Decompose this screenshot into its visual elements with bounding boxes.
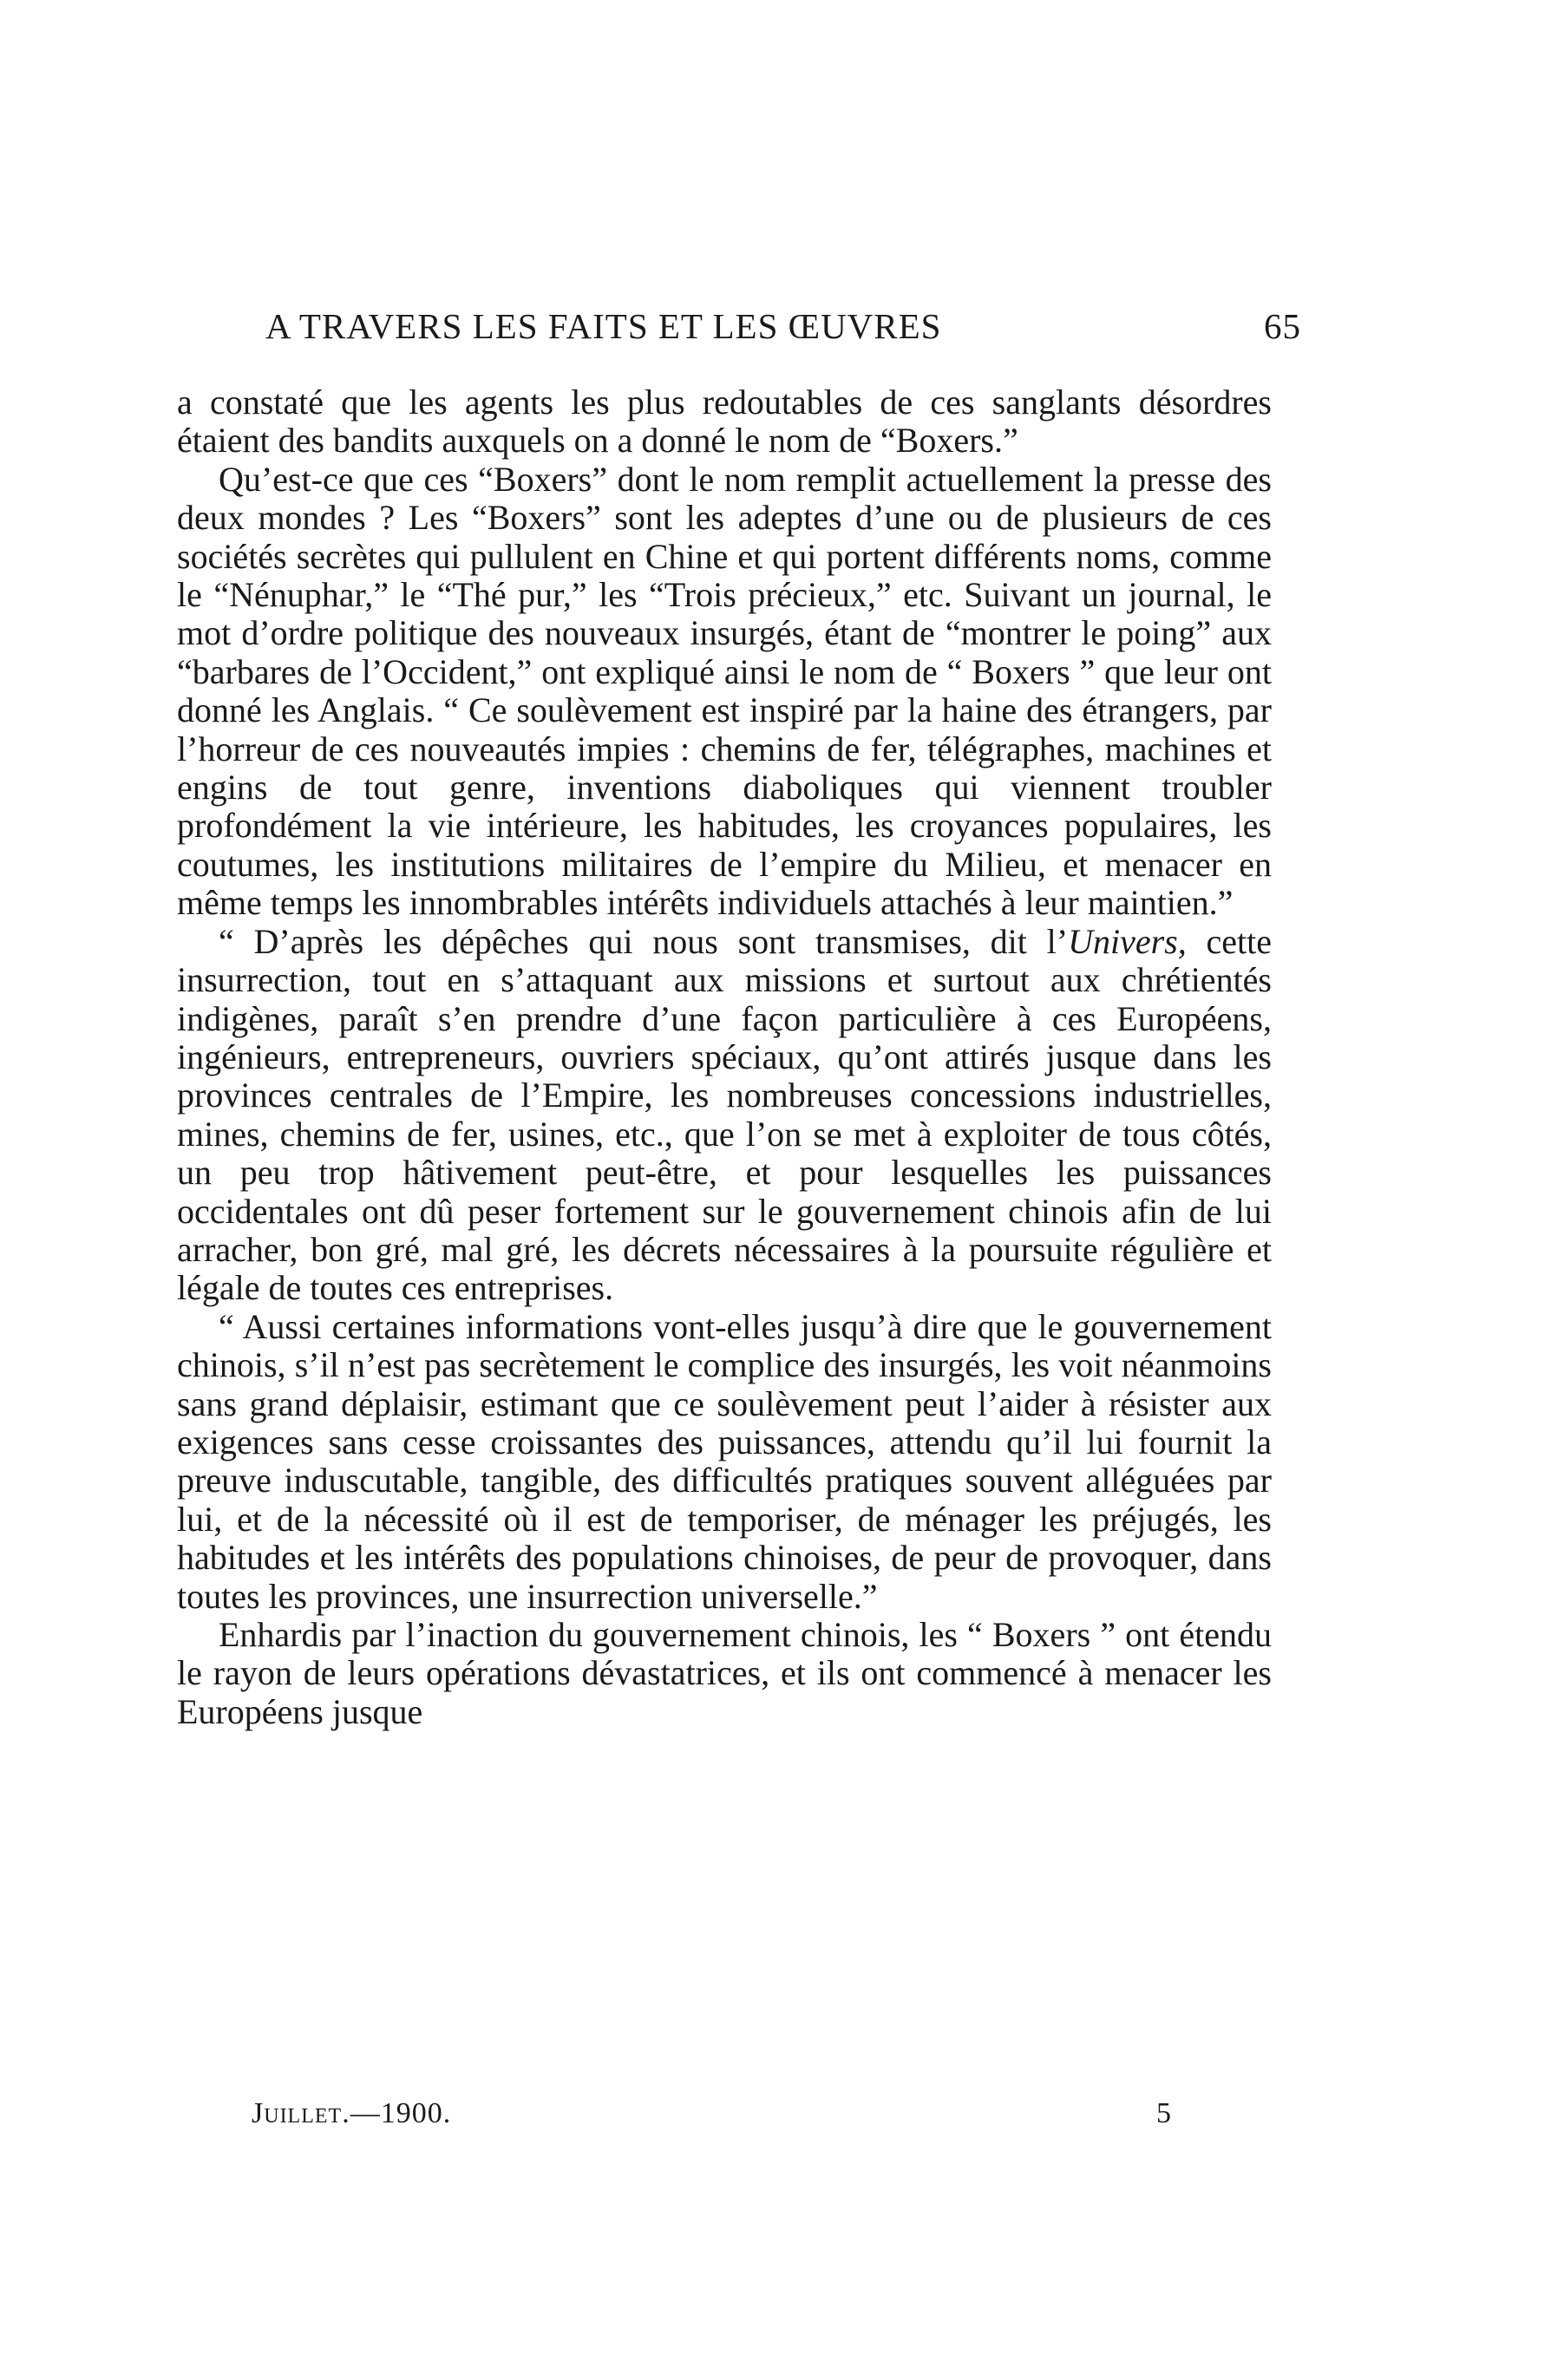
paragraph-univers-quote	[177, 923, 1272, 1308]
body-text	[177, 383, 1272, 1731]
quote-text-after: cette insurrection, tout en s’attaquant aux missions et surtout aux chrétientés indigènes, paraît s’en prendre d’une façon particulière à ces Européens, ingénieurs, entrepreneurs, ouvriers spéciaux, qu’ont attirés jusque dans les provinces centrales de l’Empire, les nombreuses concessions industrielles, mines, chemins de fer, usines, etc., que l’on se met à exploiter de tous côtés, un peu trop hâtivement peut-être, et pour lesquelles les puissances occidentales ont dû peser fortement sur le gouvernement chinois afin de lui arracher, bon gré, mal gré, les décrets nécessaires à la poursuite régulière et légale de toutes ces entreprises.	[177, 921, 1272, 1308]
paragraph-continuation: a constaté que les agents les plus redoutables de ces sanglants désordres étaient des bandits auxquels on a donné le nom de “Boxers.”	[177, 382, 1272, 461]
running-title: A TRAVERS LES FAITS ET LES ŒUVRES	[265, 306, 942, 346]
paragraph-enhardis: Enhardis par l’inaction du gouvernement chinois, les “ Boxers ” ont étendu le rayon de leurs opérations dévastatrices, et ils ont commencé à menacer les Européens jusque	[177, 1615, 1272, 1731]
signature-number: 5	[1156, 2097, 1171, 2129]
paragraph-boxers-definition: Qu’est-ce que ces “Boxers” dont le nom remplit actuellement la presse des deux mondes ? Les “Boxers” sont les adeptes d’une ou de plusieurs de ces sociétés secrètes qui pullulent en Chine et qui portent différents noms, comme le “Nénuphar,” le “Thé pur,” les “Trois précieux,” etc. Suivant un journal, le mot d’ordre politique des nouveaux insurgés, étant de “montrer le poing” aux “barbares de l’Occident,” ont expliqué ainsi le nom de “ Boxers ” que leur ont donné les Anglais. “ Ce soulèvement est inspiré par la haine des étrangers, par l’horreur de ces nouveautés impies : chemins de fer, télégraphes, machines et engins de tout genre, inventions diaboliques qui viennent troubler profondément la vie intérieure, les habitudes, les croyances populaires, les coutumes, les institutions militaires de l’empire du Milieu, et menacer en même temps les innombrables intérêts individuels attachés à leur maintien.”	[177, 459, 1272, 923]
univers-title: Univers,	[1068, 921, 1187, 961]
paragraph-government-complicity: “ Aussi certaines informations vont-elles jusqu’à dire que le gouvernement chinois, s’il n’est pas secrètement le complice des insurgés, les voit néanmoins sans grand déplaisir, estimant que ce soulèvement peut l’aider à résister aux exigences sans cesse croissantes des puissances, attendu qu’il lui fournit la preuve induscutable, tangible, des difficultés pratiques souvent alléguées par lui, et de la nécessité où il est de temporiser, de ménager les préjugés, les habitudes et les intérêts des populations chinoises, de peur de provoquer, dans toutes les provinces, une insurrection universelle.”	[177, 1306, 1272, 1616]
page-number: 65	[1264, 306, 1301, 346]
running-head	[252, 305, 1301, 357]
quote-text-before: “ D’après les dépêches qui nous sont transmises, dit l’	[219, 921, 1069, 961]
signature-mark: Juillet.—1900.	[252, 2097, 452, 2129]
page-footer	[252, 2097, 1171, 2141]
